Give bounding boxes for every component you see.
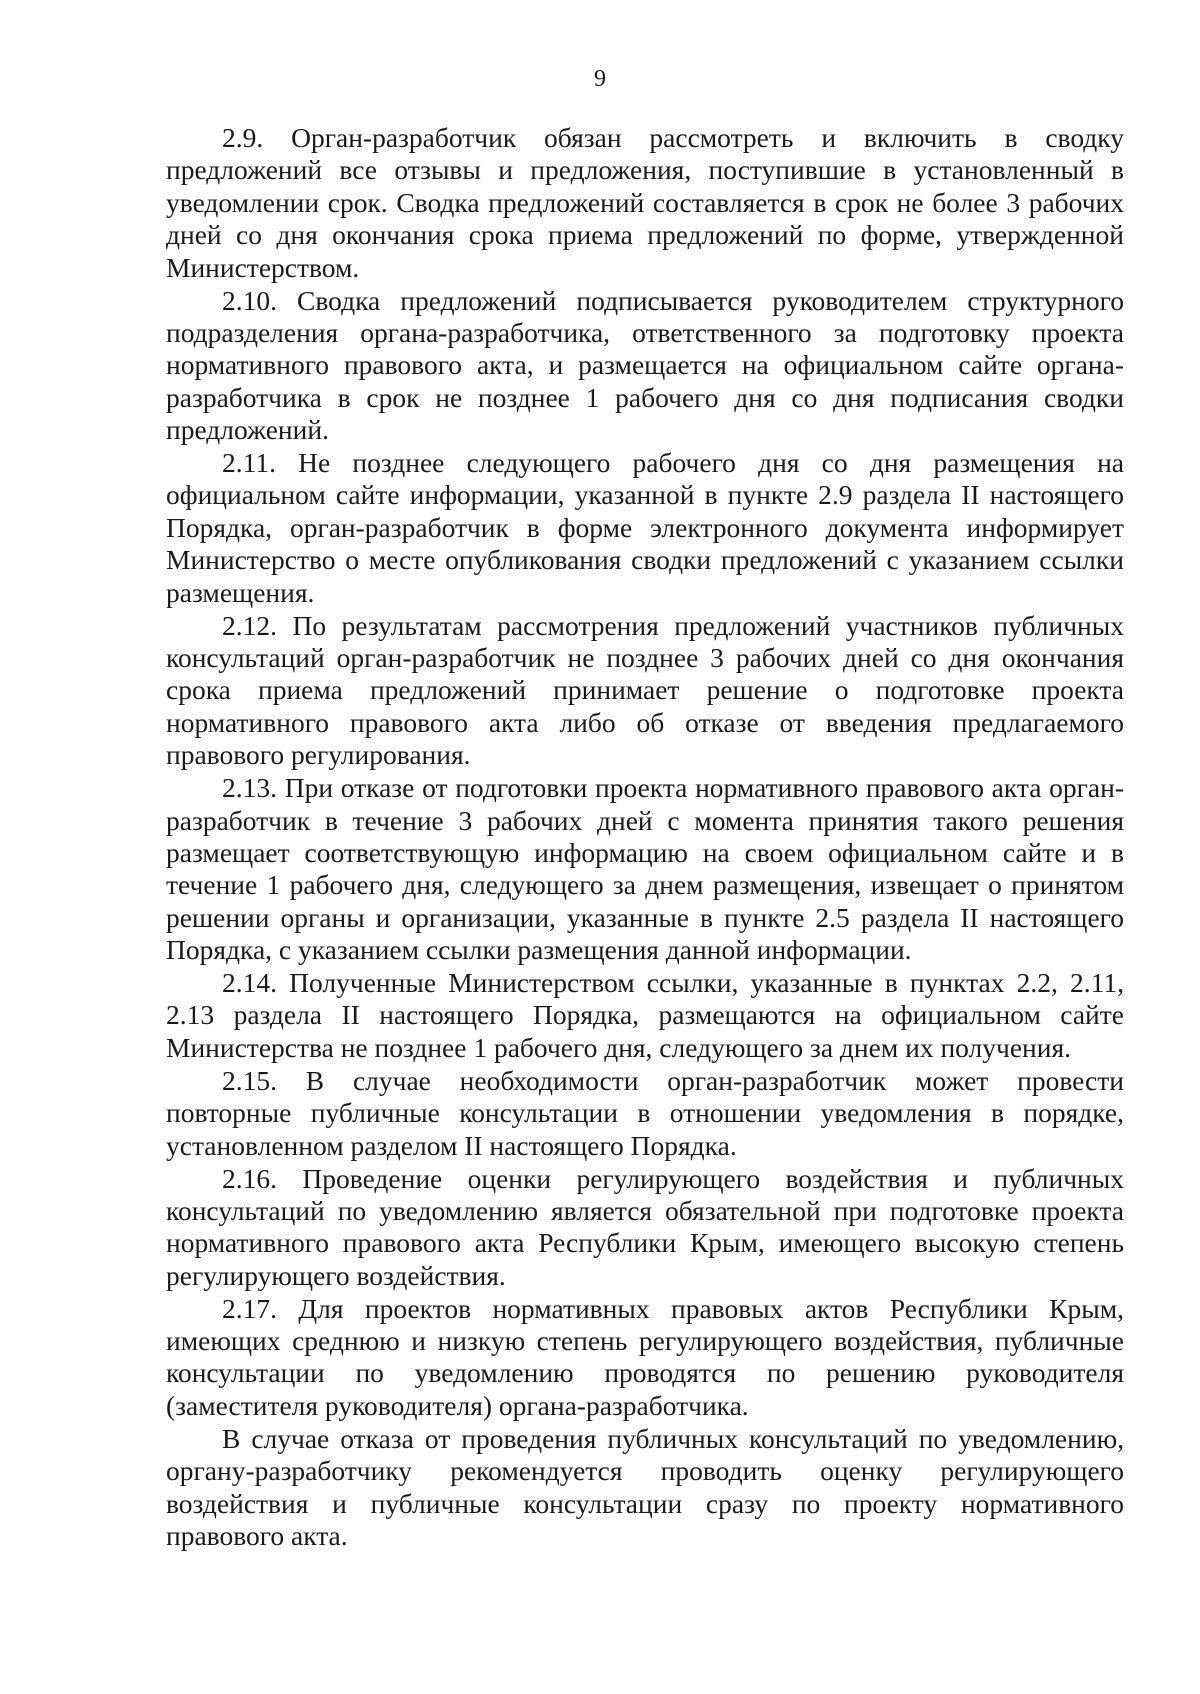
paragraph-2-16: 2.16. Проведение оценки регулирующего воздействия и публичных консультаций по уведомлению является обязательной при подготовке проекта нормативного правового акта Республики Крым, имеющего высокую степень регулирующего воздействия.: [166, 1162, 1124, 1291]
paragraph-2-11: 2.11. Не позднее следующего рабочего дня со дня размещения на официальном сайте информации, указанной в пункте 2.9 раздела II настоящего Порядка, орган-разработчик в форме электронного документа информирует Министерство о месте опубликования сводки предложений с указанием ссылки размещения.: [166, 447, 1124, 608]
paragraph-2-9: 2.9. Орган-разработчик обязан рассмотреть и включить в сводку предложений все отзывы и предложения, поступившие в установленный в уведомлении срок. Сводка предложений составляется в срок не более 3 рабочих дней со дня окончания срока приема предложений по форме, утвержденной Министерством.: [166, 122, 1124, 283]
paragraph-2-10: 2.10. Сводка предложений подписывается руководителем структурного подразделения органа-разработчика, ответственного за подготовку проекта нормативного правового акта, и размещается на официальном сайте органа-разработчика в срок не позднее 1 рабочего дня со дня подписания сводки предложений.: [166, 284, 1124, 446]
document-body: [166, 122, 1124, 1552]
paragraph-2-13: 2.13. При отказе от подготовки проекта нормативного правового акта орган-разработчик в течение 3 рабочих дней с момента принятия такого решения размещает соответствующую информацию на своем официальном сайте и в течение 1 рабочего дня, следующего за днем размещения, извещает о принятом решении органы и организации, указанные в пункте 2.5 раздела II настоящего Порядка, с указанием ссылки размещения данной информации.: [166, 772, 1124, 966]
paragraph-2-14: 2.14. Полученные Министерством ссылки, указанные в пунктах 2.2, 2.11, 2.13 раздела II настоящего Порядка, размещаются на официальном сайте Министерства не позднее 1 рабочего дня, следующего за днем их получения.: [166, 967, 1124, 1063]
paragraph-refusal-note: В случае отказа от проведения публичных консультаций по уведомлению, органу-разработчику рекомендуется проводить оценку регулирующего воздействия и публичные консультации сразу по проекту нормативного правового акта.: [166, 1422, 1124, 1551]
page-number: 9: [594, 66, 606, 92]
paragraph-2-17: 2.17. Для проектов нормативных правовых актов Республики Крым, имеющих среднюю и низкую степень регулирующего воздействия, публичные консультации по уведомлению проводятся по решению руководителя (заместителя руководителя) органа-разработчика.: [166, 1292, 1124, 1421]
paragraph-2-12: 2.12. По результатам рассмотрения предложений участников публичных консультаций орган-разработчик не позднее 3 рабочих дней со дня окончания срока приема предложений принимает решение о подготовке проекта нормативного правового акта либо об отказе от введения предлагаемого правового регулирования.: [166, 609, 1124, 771]
paragraph-2-15: 2.15. В случае необходимости орган-разработчик может провести повторные публичные консультации в отношении уведомления в порядке, установленном разделом II настоящего Порядка.: [166, 1064, 1124, 1161]
